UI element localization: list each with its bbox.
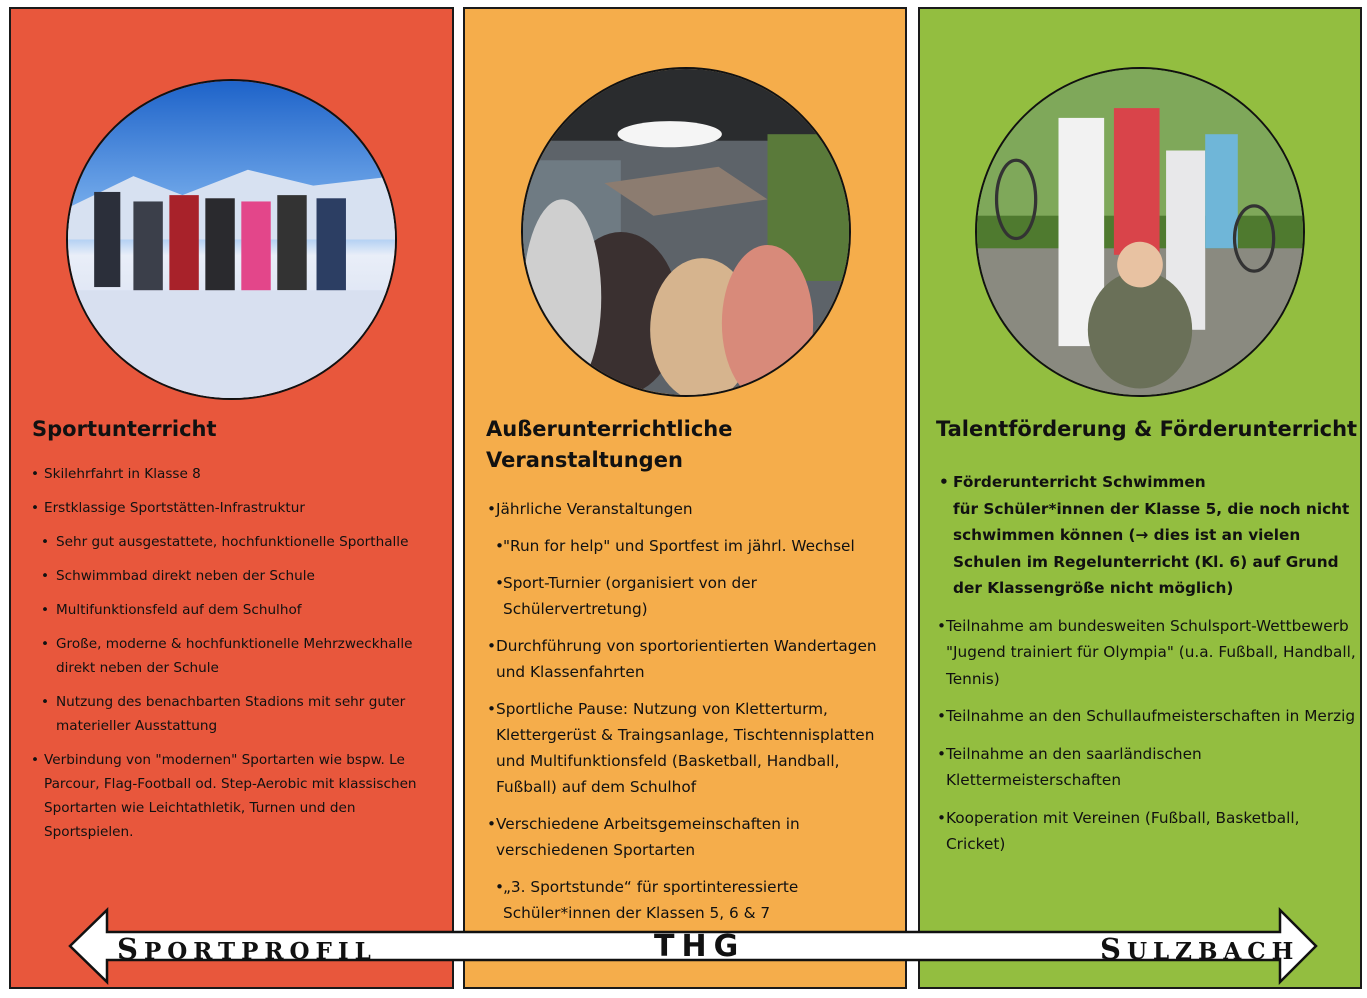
list-item: • Durchführung von sportorientierten Wandertagen und Klassenfahrten: [487, 633, 897, 685]
list-item: • Skilehrfahrt in Klasse 8: [31, 462, 441, 486]
list-item: • Teilnahme am bundesweiten Schulsport-Wettbewerb "Jugend trainiert für Olympia" (u.a. Fußball, Handball, Tennis): [937, 613, 1357, 693]
list-item: • Sportliche Pause: Nutzung von Kletterturm, Klettergerüst & Traingsanlage, Tischtennisplatten und Multifunktionsfeld (Basketball, Handball, Fußball) auf dem Schulhof: [487, 696, 897, 800]
banner-left-rest: PORTPROFIL: [143, 938, 377, 965]
heading-talentfoerderung: Talentförderung & Förderunterricht: [936, 417, 1358, 441]
list-item: • Teilnahme an den Schullaufmeisterschaften in Merzig: [937, 703, 1357, 730]
list-item: • Multifunktionsfeld auf dem Schulhof: [31, 598, 441, 622]
list-item: • Kooperation mit Vereinen (Fußball, Basketball, Cricket): [937, 805, 1357, 858]
list-item: • Erstklassige Sportstätten-Infrastruktur: [31, 496, 441, 520]
banner-thg: THG: [654, 929, 746, 964]
list-item: • Schwimmbad direkt neben der Schule: [31, 564, 441, 588]
list-item: • Verschiedene Arbeitsgemeinschaften in verschiedenen Sportarten: [487, 811, 897, 863]
banner-sulzbach: [1100, 932, 1299, 966]
list-item: • "Run for help" und Sportfest im jährl. Wechsel: [487, 533, 897, 559]
list-item: • Verbindung von "modernen" Sportarten wie bspw. Le Parcour, Flag-Football od. Step-Aerobic mit klassischen Sportarten wie Leichtathletik, Turnen und den Sportspielen.: [31, 748, 441, 844]
heading-sportunterricht: Sportunterricht: [32, 417, 217, 441]
list-item: • Sehr gut ausgestattete, hochfunktionelle Sporthalle: [31, 530, 441, 554]
banner-right-initial: S: [1100, 932, 1127, 966]
banner-right-rest: ULZBACH: [1126, 938, 1300, 965]
feature-title: • Förderunterricht Schwimmen: [953, 473, 1206, 491]
heading-veranstaltungen: Außerunterrichtliche Veranstaltungen: [486, 417, 733, 472]
feature-text: für Schüler*innen der Klasse 5, die noch nicht schwimmen können (→ dies ist an vielen Schulen im Regelunterricht (Kl. 6) auf Grund der Klassengröße nicht möglich): [953, 499, 1350, 597]
banner-left-initial: S: [117, 932, 144, 966]
list-item: • Sport-Turnier (organisiert von der Schülervertretung): [487, 570, 897, 622]
list-item: • Nutzung des benachbarten Stadions mit sehr guter materieller Ausstattung: [31, 690, 441, 738]
list-item: • Jährliche Veranstaltungen: [487, 496, 897, 522]
list-item: • Große, moderne & hochfunktionelle Mehrzweckhalle direkt neben der Schule: [31, 632, 441, 680]
list-item: • „3. Sportstunde“ für sportinteressierte Schüler*innen der Klassen 5, 6 & 7: [487, 874, 897, 926]
list-item: • Teilnahme an den saarländischen Klettermeisterschaften: [937, 741, 1357, 794]
banner-sportprofil: [117, 932, 377, 966]
